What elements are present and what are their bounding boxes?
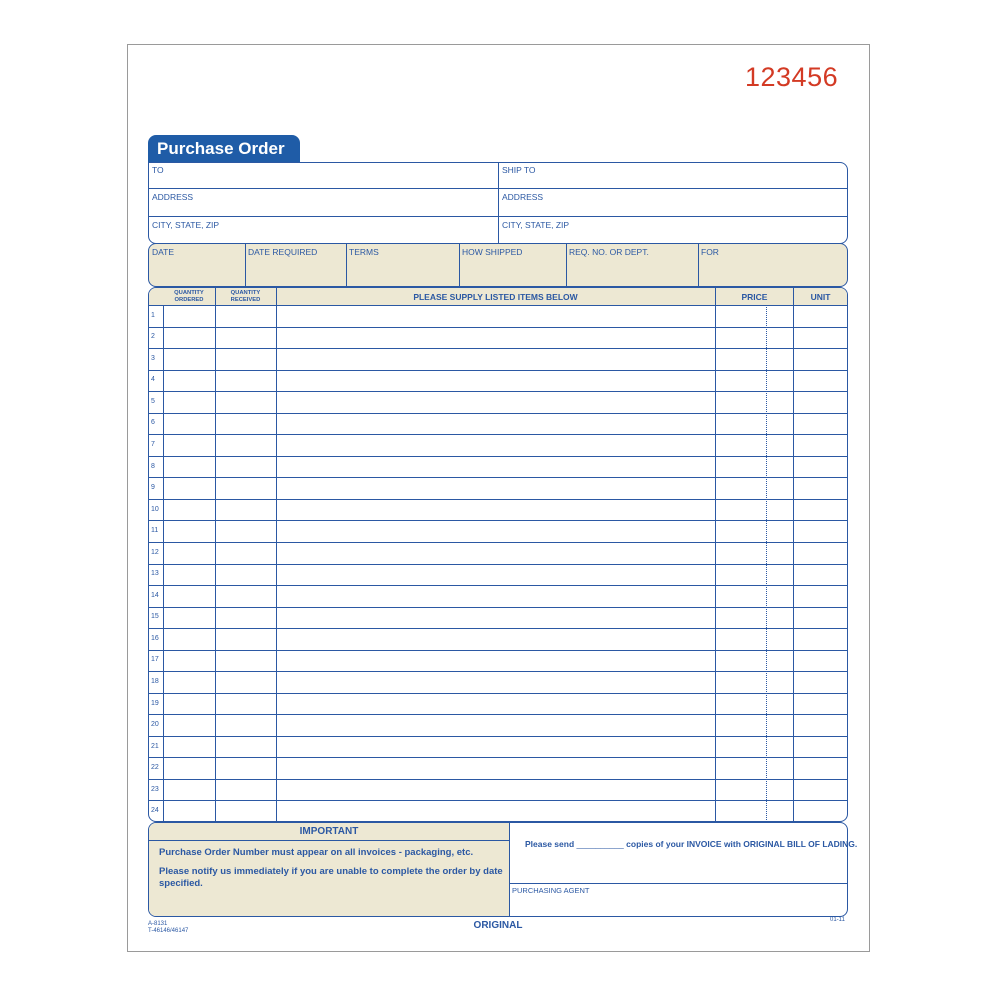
- purchasing-agent-label: PURCHASING AGENT: [512, 886, 590, 895]
- table-row[interactable]: [163, 736, 847, 758]
- row-number: 5: [151, 397, 155, 405]
- table-row[interactable]: [163, 370, 847, 392]
- row-number: 11: [151, 527, 159, 535]
- row-number: 12: [151, 548, 159, 556]
- important-heading-rule: [148, 840, 509, 841]
- form-code-2: T-46146/46147: [148, 928, 189, 934]
- table-row[interactable]: [163, 714, 847, 736]
- row-number: 15: [151, 613, 159, 621]
- address-divider: [498, 162, 499, 244]
- table-row[interactable]: [163, 693, 847, 715]
- row-number: 10: [151, 505, 159, 513]
- row-number: 22: [151, 764, 159, 772]
- important-line-2: Please notify us immediately if you are unable to complete the order by date specified.: [159, 866, 503, 889]
- notes-divider: [509, 822, 510, 917]
- table-row[interactable]: [163, 391, 847, 413]
- table-row[interactable]: [163, 434, 847, 456]
- form-title: Purchase Order: [148, 135, 300, 163]
- row-number: 23: [151, 785, 159, 793]
- row-number: 3: [151, 354, 155, 362]
- agent-rule: [509, 883, 848, 884]
- qty-ordered-header: QUANTITY ORDERED: [174, 290, 204, 303]
- row-number: 20: [151, 721, 159, 729]
- items-header: PLEASE SUPPLY LISTED ITEMS BELOW: [413, 292, 578, 302]
- unit-header: UNIT: [810, 292, 831, 302]
- table-row[interactable]: [163, 520, 847, 542]
- table-row[interactable]: [163, 564, 847, 586]
- row-number: 2: [151, 333, 155, 341]
- copies-blank: __________: [576, 839, 624, 849]
- table-row[interactable]: [163, 800, 847, 822]
- address-label: ADDRESS: [152, 192, 194, 202]
- ship-address-label: ADDRESS: [502, 192, 544, 202]
- send-note-suffix: copies of your INVOICE with ORIGINAL BILL OF LADING.: [626, 839, 858, 849]
- row-number: 16: [151, 634, 159, 642]
- row-number: 18: [151, 677, 159, 685]
- po-number: 123456: [745, 62, 839, 92]
- to-label: TO: [152, 165, 164, 175]
- row-number: 6: [151, 419, 155, 427]
- qty-received-header: QUANTITY RECEIVED: [230, 290, 261, 303]
- send-note: [525, 839, 858, 849]
- table-row[interactable]: [163, 650, 847, 672]
- table-row[interactable]: [163, 628, 847, 650]
- address-rule: [148, 216, 848, 217]
- table-row[interactable]: [163, 757, 847, 779]
- for-label: FOR: [701, 247, 719, 257]
- city-label: CITY, STATE, ZIP: [152, 220, 220, 230]
- table-row[interactable]: [163, 499, 847, 521]
- table-row[interactable]: [163, 477, 847, 499]
- row-number: 24: [151, 807, 159, 815]
- info-divider: [346, 243, 347, 287]
- address-rule: [148, 188, 848, 189]
- row-number: 9: [151, 484, 155, 492]
- copy-label: ORIGINAL: [473, 920, 523, 931]
- row-number: 17: [151, 656, 159, 664]
- row-number: 13: [151, 570, 159, 578]
- ship-city-label: CITY, STATE, ZIP: [502, 220, 570, 230]
- info-divider: [459, 243, 460, 287]
- table-row[interactable]: [163, 607, 847, 629]
- table-row[interactable]: [163, 542, 847, 564]
- table-row[interactable]: [163, 348, 847, 370]
- table-row[interactable]: [163, 671, 847, 693]
- table-row[interactable]: [163, 779, 847, 801]
- important-heading: IMPORTANT: [299, 826, 359, 837]
- form-code: A-8131: [148, 921, 168, 927]
- info-divider: [698, 243, 699, 287]
- table-row[interactable]: [163, 327, 847, 349]
- table-row[interactable]: [163, 585, 847, 607]
- table-row[interactable]: [163, 456, 847, 478]
- req-no-label: REQ. NO. OR DEPT.: [569, 247, 649, 257]
- terms-label: TERMS: [349, 247, 379, 257]
- row-number: 21: [151, 742, 159, 750]
- ship-to-label: SHIP TO: [502, 165, 536, 175]
- row-number: 4: [151, 376, 155, 384]
- important-line-1: Purchase Order Number must appear on all invoices - packaging, etc.: [159, 847, 474, 858]
- row-number: 19: [151, 699, 159, 707]
- info-divider: [245, 243, 246, 287]
- price-header: PRICE: [741, 292, 768, 302]
- row-number: 7: [151, 441, 155, 449]
- revision-code: 01-11: [830, 917, 845, 923]
- date-label: DATE: [152, 247, 175, 257]
- row-number: 8: [151, 462, 155, 470]
- table-row[interactable]: [163, 305, 847, 327]
- send-note-prefix: Please send: [525, 839, 575, 849]
- row-number: 14: [151, 591, 159, 599]
- date-required-label: DATE REQUIRED: [248, 247, 318, 257]
- table-row[interactable]: [163, 413, 847, 435]
- info-divider: [566, 243, 567, 287]
- how-shipped-label: HOW SHIPPED: [462, 247, 523, 257]
- row-number: 1: [151, 311, 155, 319]
